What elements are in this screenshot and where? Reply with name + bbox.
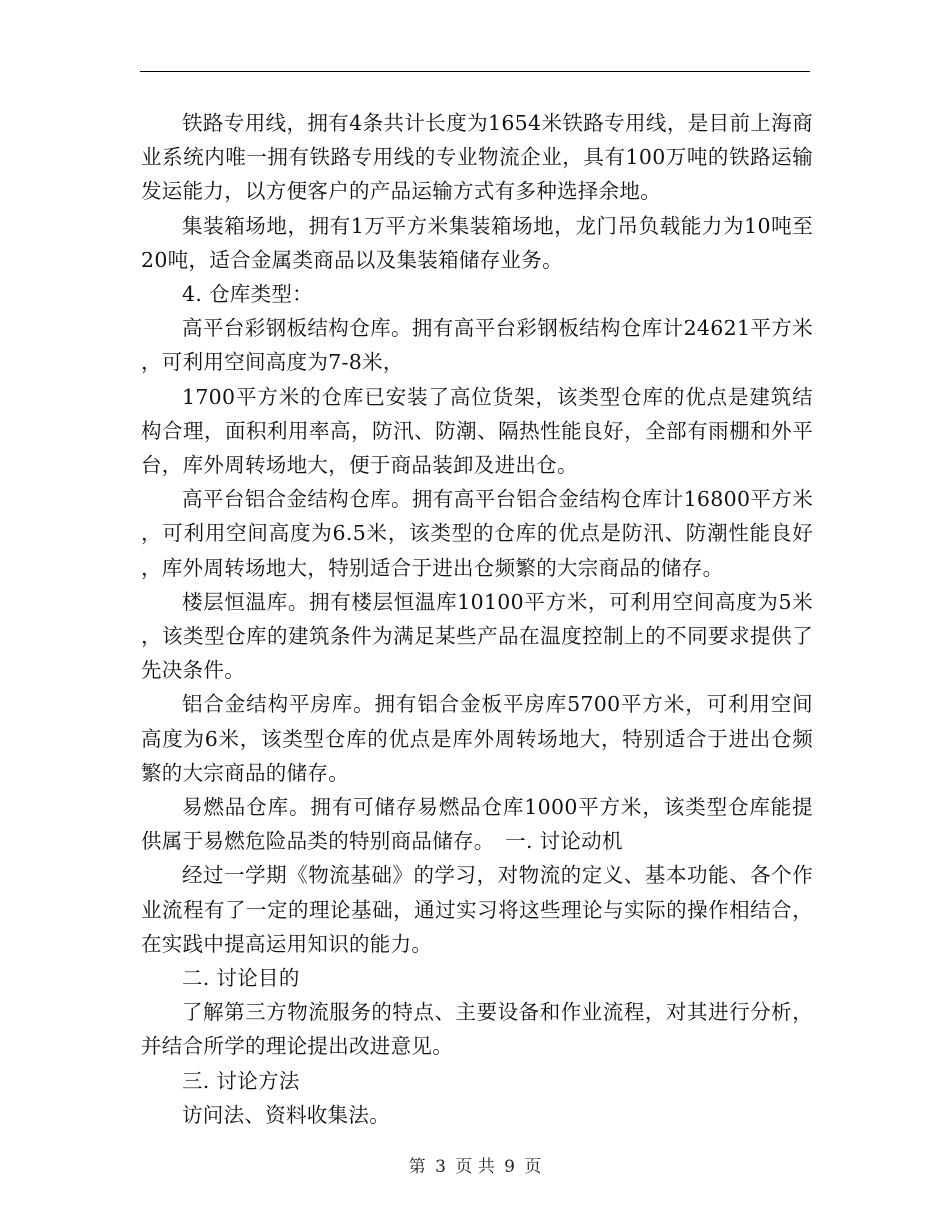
paragraph-container-yard: 集装箱场地，拥有1万平方米集装箱场地，龙门吊负载能力为10吨至20吨，适合金属类商品以及集装箱储存业务。 [141,213,813,272]
page-number-current: 3 [435,1157,446,1177]
page-number-total: 9 [504,1157,515,1177]
paragraph-high-shelving: 1700平方米的仓库已安装了高位货架，该类型仓库的优点是建筑结构合理，面积利用率高，防汛、防潮、隔热性能良好，全部有雨棚和外平台，库外周转场地大，便于商品装卸及进出仓。 [141,384,813,478]
paragraph-railway: 铁路专用线，拥有4条共计长度为1654米铁路专用线，是目前上海商业系统内唯一拥有铁路专用线的专业物流企业，具有100万吨的铁路运输发运能力，以方便客户的产品运输方式有多种选择余地。 [141,111,813,204]
paragraph-flammable-warehouse: 易燃品仓库。拥有可储存易燃品仓库1000平方米，该类型仓库能提供属于易燃危险品类的特别商品储存。 一. 讨论动机 [141,795,813,854]
header-rule [140,71,810,72]
paragraph-purpose: 了解第三方物流服务的特点、主要设备和作业流程，对其进行分析，并结合所学的理论提出改进意见。 [141,1000,813,1059]
paragraph-constant-temp: 楼层恒温库。拥有楼层恒温库10100平方米，可利用空间高度为5米，该类型仓库的建筑条件为满足某些产品在温度控制上的不同要求提供了先决条件。 [141,589,813,683]
footer-prefix: 第 [408,1157,426,1177]
paragraph-aluminum-warehouse: 高平台铝合金结构仓库。拥有高平台铝合金结构仓库计16800平方米，可利用空间高度为6.5米，该类型的仓库的优点是防汛、防潮性能良好，库外周转场地大，特别适合于进出仓频繁的大宗商品的储存。 [141,487,813,580]
paragraph-bungalow-warehouse: 铝合金结构平房库。拥有铝合金板平房库5700平方米，可利用空间高度为6米，该类型仓库的优点是库外周转场地大，特别适合于进出仓频繁的大宗商品的储存。 [141,692,813,785]
footer-middle: 页 共 [455,1157,495,1177]
section-heading-purpose: 二. 讨论目的 [182,966,300,991]
section-heading-warehouse-types: 4. 仓库类型： [182,282,313,307]
section-heading-method: 三. 讨论方法 [182,1068,300,1093]
paragraph-motivation: 经过一学期《物流基础》的学习，对物流的定义、基本功能、各个作业流程有了一定的理论基础，通过实习将这些理论与实际的操作相结合，在实践中提高运用知识的能力。 [141,863,813,956]
paragraph-method: 访问法、资料收集法。 [182,1102,390,1127]
paragraph-steel-warehouse: 高平台彩钢板结构仓库。拥有高平台彩钢板结构仓库计24621平方米，可利用空间高度为7-8米， [141,316,813,375]
document-body [141,106,813,1132]
footer-suffix: 页 [524,1157,542,1177]
page-footer [0,1152,950,1177]
